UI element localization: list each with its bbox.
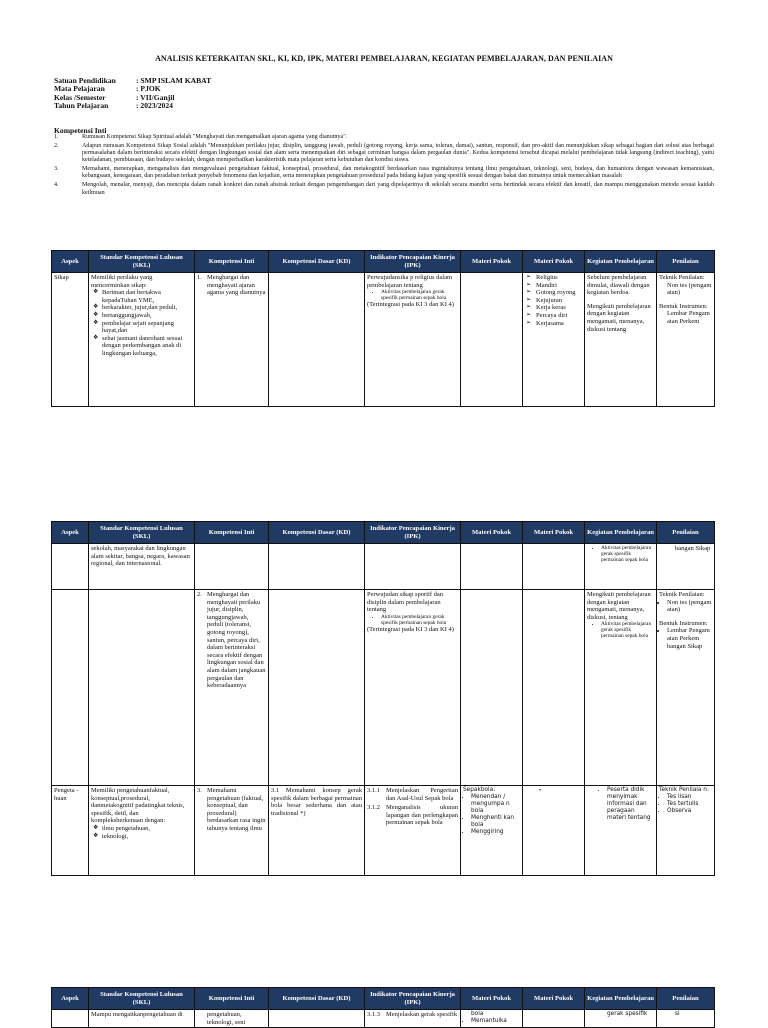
identity-key: Kelas /Semester <box>54 92 106 102</box>
header-skl: Standar Kompetensi Lulusan (SKL) <box>89 988 195 1010</box>
identity-key: Mata Pelajaran <box>54 84 105 94</box>
ipk-text: Perwujudansika p religius dalam pembelajaran tentang <box>367 274 453 289</box>
cell-ki <box>195 786 269 876</box>
penilaian-list <box>659 599 712 614</box>
document-title: ANALISIS KETERKAITAN SKL, KI, KD, IPK, MATERI PEMBELAJARAN, KEGIATAN PEMBELAJARAN, DAN PENILAIAN <box>155 54 613 63</box>
list-item: ➢ Gotong royong <box>536 289 582 297</box>
analysis-table-3 <box>51 987 715 1028</box>
ki-cell-number: 3. <box>197 787 202 794</box>
analysis-table-1 <box>51 250 715 407</box>
cell-ki <box>195 273 269 407</box>
ki-number: 1. <box>54 134 59 140</box>
header-materi-2: Materi Pokok <box>523 988 585 1010</box>
cell-penilaian <box>657 786 715 876</box>
header-kd: Kompetensi Dasar (KD) <box>269 522 365 544</box>
ki-text: Mengolah, menalar, menyaji, dan mencipta dalam ranah konkret dan ranah abstrak terkait dengan pengembangan dari yang dipelajarinya di sekolah secara mandiri serta bertindak secara efektif dan kreatif, dan mampu menggunakan metode sesuai kaidah keilmuan <box>82 182 714 196</box>
ki-cell-text: pengetahuan, teknologi, seni <box>207 1011 246 1026</box>
list-item: ❖ sehat jasmani danrohani sesuai dengan perkembangan anak di lingkungan keluarga, <box>102 335 192 358</box>
header-penilaian: Penilaian <box>657 522 715 544</box>
header-kd: Kompetensi Dasar (KD) <box>269 251 365 273</box>
list-item: ➢ Kejujuran <box>536 297 582 305</box>
skl-list <box>91 289 192 357</box>
ki-item <box>54 134 714 141</box>
header-kegiatan: Kegiatan Pembelajaran <box>585 988 657 1010</box>
cell-ipk <box>365 544 461 590</box>
header-ipk: Indikator Pencapaian Kinerja (IPK) <box>365 522 461 544</box>
ki-list <box>54 134 714 198</box>
identity-value: : PJOK <box>136 84 161 94</box>
cell-aspek: Sikap <box>52 273 89 407</box>
ki-text: Rumusan Kompetensi Sikap Spiritual adalah "Menghayati dan mengamalkan ajaran agama yang dianutnya". <box>82 134 348 140</box>
identity-value: : VII/Ganjil <box>136 92 175 102</box>
cell-materi <box>461 273 523 407</box>
cell-penilaian <box>657 544 715 590</box>
ipk-text: Menjelaskan gerak spesifik <box>386 1011 458 1018</box>
list-item: • Aktivitas pembelajaran gerak spesifik permainan sepak bola <box>381 289 458 301</box>
list-item: • Memantulka <box>471 1018 520 1025</box>
materi-bullet: • <box>539 787 542 794</box>
ki-cell-text: Menghargai dan menghayati perilaku jujur, disiplin, tanggungjawab, peduli (toleransi, gotong royong), santun, percaya diri, dalam berinteraksi secara efektif dengan lingkungan sosial dan alam dalam jangkauan pergaulan dan keberadaannya <box>207 591 266 690</box>
cell-kegiatan <box>585 544 657 590</box>
cell-kd <box>269 273 365 407</box>
header-materi: Materi Pokok <box>461 988 523 1010</box>
ipk-text: Perwujudan sikap sportif dan disiplin dalam pembelajaran tentang <box>367 591 444 614</box>
cell-materi <box>461 786 523 876</box>
list-item: • Non tes (pengam atan) <box>667 599 712 614</box>
kegiatan-text: gerak spesifik <box>607 1011 648 1017</box>
cell-materi <box>461 544 523 590</box>
header-penilaian: Penilaian <box>657 988 715 1010</box>
list-item: ❖ teknologi, <box>102 833 192 841</box>
kegiatan-list <box>587 621 654 639</box>
table-row <box>52 590 715 786</box>
list-item: ❖ bertanggungjawab, <box>102 312 192 320</box>
ki-cell-number: 2. <box>197 591 202 598</box>
list-item: • Tes tertulis <box>667 801 712 808</box>
ipk-text: Menjelaskan Pengertian dan Asal-Usul Sepak bola <box>386 787 458 802</box>
cell-materi-2 <box>523 544 585 590</box>
skl-intro: Memiliki perilaku yang mencerminkan sikap: <box>91 274 153 289</box>
header-materi: Materi Pokok <box>461 251 523 273</box>
header-ipk: Indikator Pencapaian Kinerja (IPK) <box>365 988 461 1010</box>
ipk-list <box>367 614 458 626</box>
cell-kegiatan <box>585 786 657 876</box>
penilaian-technique: Teknik Penilaia n: <box>659 787 709 793</box>
header-materi-2: Materi Pokok <box>523 251 585 273</box>
header-penilaian: Penilaian <box>657 251 715 273</box>
identity-row <box>54 102 211 110</box>
ki-text: Memahami, menerapkan, menganalisis dan mengevaluasi pengetahuan faktual, konseptual, prosedural, dan metakognitif berdasarkan rasa ingintahunya tentang ilmu pengetahuan, teknologi, seni, budaya, dan humaniora dengan wawasan kemanusiaan, kebangsaan, kenegaraan, dan peradaban terkait penyebab fenomena dan kejadian, serta menerapkan pengetahuan prosedural pada bidang kajian yang spesifik sesuai dengan bakat dan minatnya untuk memecahkan masalah <box>82 166 714 180</box>
ki-number: 3. <box>54 166 59 173</box>
cell-skl <box>89 786 195 876</box>
cell-kd <box>269 544 365 590</box>
ipk-tail: (Terintegrasi pada KI 3 dan KI 4) <box>367 301 454 309</box>
ipk-tail: (Terintegrasi pada KI 3 dan KI 4) <box>367 625 454 633</box>
header-kegiatan: Kegiatan Pembelajaran <box>585 251 657 273</box>
kegiatan-list <box>587 545 654 563</box>
cell-materi <box>461 590 523 786</box>
cell-ipk <box>365 786 461 876</box>
ipk-text: Menganalisis ukuran lapangan dan perlengkapan permainan sepak bola <box>386 804 458 827</box>
ipk-number: 3.1.1 <box>367 787 380 794</box>
list-item: • Tes lisan <box>667 794 712 801</box>
materi-list <box>463 794 520 836</box>
penilaian-list <box>659 794 712 815</box>
cell-aspek <box>52 590 89 786</box>
list-item: • Aktivitas pembelajaran gerak spesifik permainan sepak bola <box>601 545 654 563</box>
cell-materi-2 <box>523 590 585 786</box>
identity-value: : SMP ISLAM KABAT <box>136 76 212 85</box>
table-row <box>52 1010 715 1028</box>
list-item: ➢ Kerja keras <box>536 304 582 312</box>
identity-key: Satuan Pendidikan <box>54 76 116 85</box>
header-ipk: Indikator Pencapaian Kinerja (IPK) <box>365 251 461 273</box>
header-ki: Kompetensi Inti <box>195 251 269 273</box>
list-item: ➢ Kerjasama <box>536 320 582 328</box>
ki-heading: Kompetensi Inti <box>54 126 107 135</box>
header-materi-2: Materi Pokok <box>523 522 585 544</box>
cell-skl <box>89 273 195 407</box>
header-kd: Kompetensi Dasar (KD) <box>269 988 365 1010</box>
list-item: • Non tes (pengam atan) <box>667 282 712 297</box>
table-header-row <box>52 251 715 273</box>
cell-skl <box>89 590 195 786</box>
cell-ki <box>195 1010 269 1028</box>
cell-aspek <box>52 1010 89 1028</box>
header-aspek: Aspek <box>52 522 89 544</box>
list-item: • Lembar Pengam atan Perkem bangan Sikap <box>667 627 712 650</box>
table-row <box>52 273 715 407</box>
cell-skl: Mampu mengaitkanpengetahuan di <box>89 1010 195 1028</box>
list-item: ➢ Mandiri <box>536 282 582 290</box>
cell-penilaian <box>657 273 715 407</box>
penilaian-text: si <box>675 1011 680 1017</box>
list-item: • Menendan / mengumpa n bola <box>471 794 520 815</box>
ki-item <box>54 143 714 165</box>
penilaian-list <box>659 282 712 297</box>
ipk-list <box>367 289 458 301</box>
penilaian-text: bangan Sikap <box>675 545 711 552</box>
table-row <box>52 544 715 590</box>
header-ki: Kompetensi Inti <box>195 522 269 544</box>
list-item: ➢ Religius <box>536 274 582 282</box>
header-materi: Materi Pokok <box>461 522 523 544</box>
list-item: • Lembar Pengam atan Perkem <box>667 310 712 325</box>
list-item: • Aktivitas pembelajaran gerak spesifik permainan sepak bola <box>601 621 654 639</box>
ki-text: Adapun rumusan Kompetensi Sikap Sosial adalah "Menunjukkan perilaku jujur, disiplin, tanggung jawab, peduli (gotong royong, kerja sama, toleran, damai), santun, responsif, dan pro-aktif dan menunjukkan sikap sebagai bagian dari solusi atas berbagai permasalahan dalam berinteraksi secara efektif dengan lingkungan sosial dan alam serta menempatkan diri sebagai cerminan bangsa dalam pergaulan dunia". Kedua kompetensi tersebut dicapai melalui pembelajaran tidak langsung (indirect teaching), yaitu keteladanan, pembiasaan, dan budaya sekolah, dengan memperhatikan karakteristik mata pelajaran serta kebutuhan dan kondisi siswa. <box>82 142 714 164</box>
list-item: ❖ pembelajar sejati sepanjang hayat,dan <box>102 320 192 335</box>
cell-materi-2 <box>523 273 585 407</box>
list-item: • Menghenti kan bola <box>471 815 520 829</box>
cell-kd <box>269 590 365 786</box>
cell-kd: 3.1 Memahami konsep gerak spesifik dalam berbagai permainan bola besar sederhana dan atau tradisional *) <box>269 786 365 876</box>
cell-kegiatan <box>585 1010 657 1028</box>
ipk-number: 3.1.2 <box>367 804 380 812</box>
materi-list <box>525 274 582 327</box>
cell-materi <box>461 1010 523 1028</box>
cell-aspek <box>52 544 89 590</box>
table-row <box>52 786 715 876</box>
cell-ipk <box>365 273 461 407</box>
kegiatan-list <box>587 787 654 822</box>
cell-kegiatan <box>585 273 657 407</box>
cell-ki <box>195 544 269 590</box>
cell-penilaian <box>657 590 715 786</box>
analysis-table-2 <box>51 521 715 876</box>
ki-number: 2. <box>54 142 59 149</box>
materi-text: bola <box>471 1011 484 1017</box>
header-aspek: Aspek <box>52 251 89 273</box>
header-ki: Kompetensi Inti <box>195 988 269 1010</box>
penilaian-technique: Teknik Penilaian: <box>659 274 705 281</box>
ipk-number: 3.1.3 <box>367 1011 380 1018</box>
ki-cell-number: 1. <box>197 274 202 281</box>
list-item: • Menggiring <box>471 829 520 836</box>
cell-ki <box>195 590 269 786</box>
cell-ipk <box>365 1010 461 1028</box>
penilaian-technique: Teknik Penilaian: <box>659 591 705 598</box>
identity-value: : 2023/2024 <box>136 101 173 111</box>
cell-ipk <box>365 590 461 786</box>
ki-item <box>54 166 714 181</box>
cell-kd <box>269 1010 365 1028</box>
table-header-row <box>52 988 715 1010</box>
cell-penilaian <box>657 1010 715 1028</box>
header-skl: Standar Kompetensi Lulusan (SKL) <box>89 251 195 273</box>
cell-materi-2 <box>523 786 585 876</box>
penilaian-list <box>659 310 712 325</box>
skl-text: Memiliki pengetahuanfaktual, konseptual,prosedural, danmetakognitif padatingkat teknis, spesifik, detil, dan kompleksberkenaan dengan: <box>91 787 185 825</box>
identity-block <box>54 77 211 111</box>
header-aspek: Aspek <box>52 988 89 1010</box>
ki-number: 4. <box>54 182 59 189</box>
table-header-row <box>52 522 715 544</box>
list-item: • Aktivitas pembelajaran gerak spesifik permainan sepak bola <box>381 614 458 626</box>
skl-list <box>91 825 192 840</box>
header-skl: Standar Kompetensi Lulusan (SKL) <box>89 522 195 544</box>
penilaian-instrument: Bentuk Instrumen: <box>659 619 708 627</box>
list-item: • Observa <box>667 808 712 815</box>
penilaian-list <box>659 627 712 650</box>
cell-kegiatan <box>585 590 657 786</box>
list-item: ❖ ilmu pengetahuan, <box>102 825 192 833</box>
list-item: ❖ berkarakter, jujur,dan peduli, <box>102 304 192 312</box>
cell-materi-2 <box>523 1010 585 1028</box>
cell-skl: sekolah, masyarakat dan lingkungan alam sekitar, bangsa, negara, kawasan regional, dan internasional. <box>89 544 195 590</box>
ki-item <box>54 182 714 197</box>
penilaian-instrument: Bentuk Instrumen: <box>659 302 708 310</box>
kegiatan-text: Sebelum pembelajaran dimulai, diawali dengan kegiatan berdoa. <box>587 274 650 297</box>
cell-aspek: Pengeta -huan <box>52 786 89 876</box>
ki-cell-text: Memahami pengetahuan (faktual, konseptual, dan prosedural) berdasarkan rasa ingin tahunya tentang ilmu <box>207 787 266 832</box>
materi-heading: Sepakbola: <box>463 787 496 793</box>
kegiatan-text: Mengikuti pembelajaran dengan kegiatan mengamati, menanya, diskusi, tentang <box>587 591 651 621</box>
ki-cell-text: Menghargai dan menghayati ajaran agama yang dianutnya <box>207 274 266 297</box>
list-item: ❖ Beriman dan bertakwa kepadaTuhan YME, <box>102 289 192 304</box>
header-kegiatan: Kegiatan Pembelajaran <box>585 522 657 544</box>
kegiatan-text-2: Mengikuti pembelajaran dengan kegiatan mengamati, menanya, diskusi tentang <box>587 302 651 333</box>
list-item: • Peserta didik menyimak informasi dan peragaan materi tentang <box>607 787 654 822</box>
identity-key: Tahun Pelajaran <box>54 101 109 111</box>
list-item: ➢ Percaya diri <box>536 312 582 320</box>
